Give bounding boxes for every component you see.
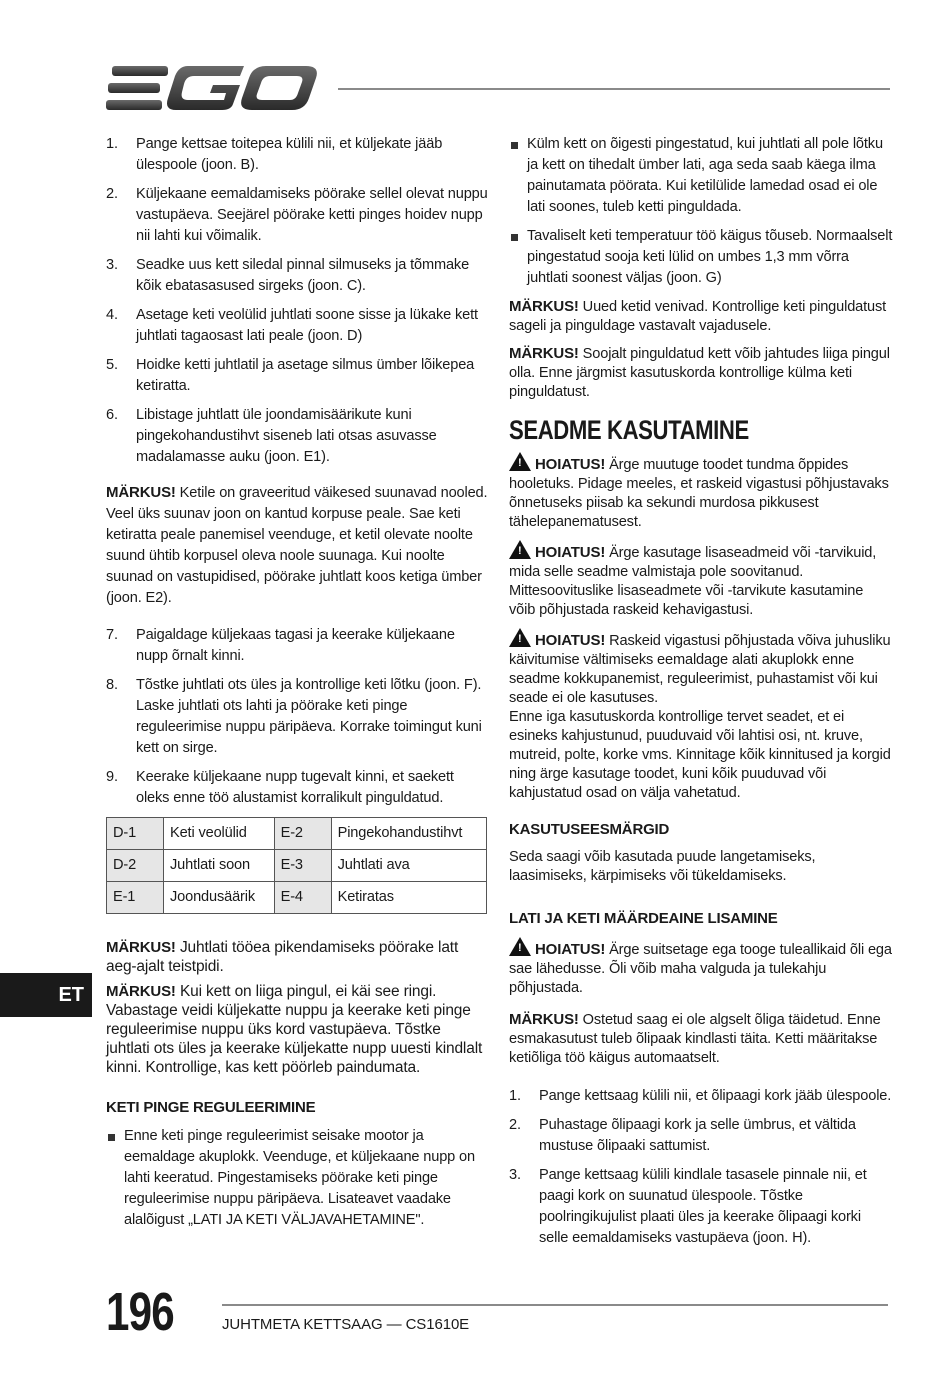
table-cell: Keti veolülid: [164, 818, 275, 850]
section-heading-tension: KETI PINGE REGULEERIMINE: [106, 1099, 316, 1116]
left-column: [106, 134, 488, 1239]
list-item: 3. Seadke uus kett siledal pinnal silmuseks ja tõmmake kõik ebatasasused sirgeks (joon. C).: [106, 257, 470, 294]
note-oil-tank: MÄRKUS! Ostetud saag ei ole algselt õliga täidetud. Enne esmakasutust tuleb õlipaak kindlasti täita. Ketti määritakse ketiõliga töö käigus automaatselt.: [509, 1011, 881, 1066]
list-item: 7. Paigaldage küljekaas tagasi ja keerake küljekaane nupp õrnalt kinni.: [106, 627, 455, 664]
table-cell: Joondusäärik: [164, 882, 275, 914]
list-item: 9. Keerake küljekaane nupp tugevalt kinni, et saekett oleks enne töö alustamist korralikult pinguldatud.: [106, 769, 454, 806]
footer-rule: [222, 1304, 888, 1306]
list-item: 2. Küljekaane eemaldamiseks pöörake sellel olevat nuppu vastupäeva. Seejärel pöörake ketti pinges hoidev nupp nii lahti kui võimalik.: [106, 186, 488, 244]
list-item: Külm kett on õigesti pingestatud, kui juhtlati all pole lõtku ja kett on tihedalt ümber lati, aga seda saab käega ilma painutamata pöörata. Kui ketilülide lamedad osad ei ole lati soones, tuleb ketti pinguldada.: [509, 134, 893, 218]
page-number: 196: [106, 1282, 174, 1342]
language-tab: ET: [0, 973, 92, 1017]
steps-list-b: [106, 625, 488, 809]
table-cell: E-1: [107, 882, 164, 914]
list-item: 5. Hoidke ketti juhtlatil ja asetage silmus ümber lõikepea ketiratta.: [106, 357, 475, 394]
warning-icon: !: [509, 628, 531, 647]
bullet-marker: [106, 1126, 124, 1231]
list-item: 2. Puhastage õlipaagi kork ja selle ümbrus, et vältida mustuse õlipaaki sattumist.: [509, 1117, 856, 1154]
note-bar-life: MÄRKUS! Juhtlati tööea pikendamiseks pöörake latt aeg-ajalt teistpidi.: [106, 939, 459, 975]
steps-list-a: [106, 134, 488, 468]
note-arrow-direction: MÄRKUS! Ketile on graveeritud väikesed suunavad nooled. Veel üks suunav joon on kantud korpuse peale. Sae keti ketiratta peale panemisel veenduge, et ketil olevate noolte suund ühtib korpusel oleva noole suunaga. Kui noolte suunad on vastupidised, pöörake juhtlatt koos ketiga ümber (joon. E2).: [106, 484, 488, 606]
warning-block: ! HOIATUS! Ärge muutuge toodet tundma õppides hooletuks. Pidage meeles, et raskeid vigastusi põhjustavaks õnnetuseks piisab ka sekundi murdosa pikkusest tähelepanematusest.: [509, 452, 893, 532]
bullet-marker: [509, 134, 527, 218]
oil-steps-list: [509, 1086, 893, 1249]
warning-block: ! HOIATUS! Ärge kasutage lisaseadmeid või -tarvikuid, mida selle seadme valmistaja pole soovitanud. Mittesoovituslike lisaseadmete või -tarvikute kasutamine võib põhjustada raskeid kehavigastusi.: [509, 540, 893, 620]
table-cell: Juhtlati ava: [331, 850, 486, 882]
table-cell: E-3: [274, 850, 331, 882]
list-item: 1. Pange kettsaag külili nii, et õlipaagi kork jääb ülespoole.: [509, 1088, 892, 1104]
table-cell: Pingekohandustihvt: [331, 818, 486, 850]
list-item: 6. Libistage juhtlatt üle joondamisäärikute kuni pingekohandustihvt siseneb lati otsas asuvasse madalamasse auku (joon. E1).: [106, 407, 437, 465]
note-chain-too-tight: MÄRKUS! Kui kett on liiga pingul, ei käi see ringi. Vabastage veidi küljekatte nuppu ja keerake keti pinge reguleerimise nuppu üks kord vastupäeva. Tõstke juhtlati ots üles ja keerake küljekatte nupp uuesti kindlalt kinni. Kontrollige, kas kett pöörleb paindumata.: [106, 983, 483, 1076]
table-row: [107, 818, 487, 850]
table-cell: D-2: [107, 850, 164, 882]
list-item: 8. Tõstke juhtlati ots üles ja kontrollige keti lõtku (joon. F). Laske juhtlati ots lahti ja pöörake keti pinge reguleerimise nuppu päripäeva. Korrake toimingut kuni kett on sirge.: [106, 677, 482, 756]
list-item: Enne keti pinge reguleerimist seisake mootor ja eemaldage akuplokk. Veenduge, et küljekaane nupp on lahti keeratud. Pingestamiseks pöörake keti pinge reguleerimise nuppu päripäeva. Lisateavet vaadake alalõigust „LATI JA KETI VÄLJAVAHETAMINE".: [106, 1126, 488, 1231]
warning-icon: !: [509, 540, 531, 559]
table-row: [107, 850, 487, 882]
table-cell: Ketiratas: [331, 882, 486, 914]
intended-use-text: Seda saagi võib kasutada puude langetamiseks, laasimiseks, kärpimiseks või tükeldamiseks.: [509, 849, 816, 884]
inspection-paragraph: Enne iga kasutuskorda kontrollige tervet seadet, et ei esineks kahjustunud, puuduvaid või lahtisi osi, nt. kruve, mutreid, polte, korke vms. Kinnitage kõik kinnitused ja korgid ning ärge kasutage toodet, kuni kõik puuduvad või kahjustatud osad on välja vahetatud.: [509, 709, 891, 801]
warning-block: ! HOIATUS! Ärge suitsetage ega tooge tuleallikaid õli ega sae lähedusse. Õli võib maha valguda ja tulekahju põhjustada.: [509, 937, 893, 998]
header-rule: [338, 88, 890, 90]
right-column: [509, 134, 893, 1257]
list-item: Tavaliselt keti temperatuur töö käigus tõuseb. Normaalselt pingestatud sooja keti lülid on umbes 1,3 mm võrra juhtlati soonest väljas (joon. G): [509, 226, 893, 289]
section-heading-usage: SEADME KASUTAMINE: [509, 415, 749, 445]
table-cell: E-4: [274, 882, 331, 914]
section-heading-intended-use: KASUTUSEESMÄRGID: [509, 821, 670, 838]
table-row: [107, 882, 487, 914]
list-item: 1. Pange kettsae toitepea külili nii, et küljekate jääb ülespoole (joon. B).: [106, 136, 443, 173]
list-item: 3. Pange kettsaag külili kindlale tasasele pinnale nii, et paagi kork on suunatud ülespoole. Tõstke poolringikujulist plaati üles ja keerake õlipaagi korki selle eemaldamiseks vastupäeva (joon. H).: [509, 1167, 867, 1246]
table-cell: Juhtlati soon: [164, 850, 275, 882]
table-cell: E-2: [274, 818, 331, 850]
table-cell: D-1: [107, 818, 164, 850]
ego-logo: [106, 62, 318, 114]
note-warm-chain: MÄRKUS! Soojalt pinguldatud kett võib jahtudes liiga pingul olla. Enne järgmist kasutuskorda kontrollige külma keti pinguldatust.: [509, 345, 890, 400]
section-heading-lubricant: LATI JA KETI MÄÄRDEAINE LISAMINE: [509, 910, 778, 927]
warning-icon: !: [509, 452, 531, 471]
parts-table: [106, 817, 487, 914]
footer-title: JUHTMETA KETTSAAG — CS1610E: [222, 1316, 470, 1333]
bullet-marker: [509, 226, 527, 289]
note-new-chains: MÄRKUS! Uued ketid venivad. Kontrollige keti pinguldatust sageli ja pinguldage vastavalt vajadusele.: [509, 298, 887, 334]
warning-block: ! HOIATUS! Raskeid vigastusi põhjustada võiva juhusliku käivitumise vältimiseks eemaldage alati akuplokk enne seadme kokkupanemist, reguleerimist, puhastamist või kui seade ei ole kasutuses.: [509, 628, 893, 708]
list-item: 4. Asetage keti veolülid juhtlati soone sisse ja lükake kett juhtlati tagaosast lati peale (joon. D): [106, 307, 478, 344]
warning-icon: !: [509, 937, 531, 956]
